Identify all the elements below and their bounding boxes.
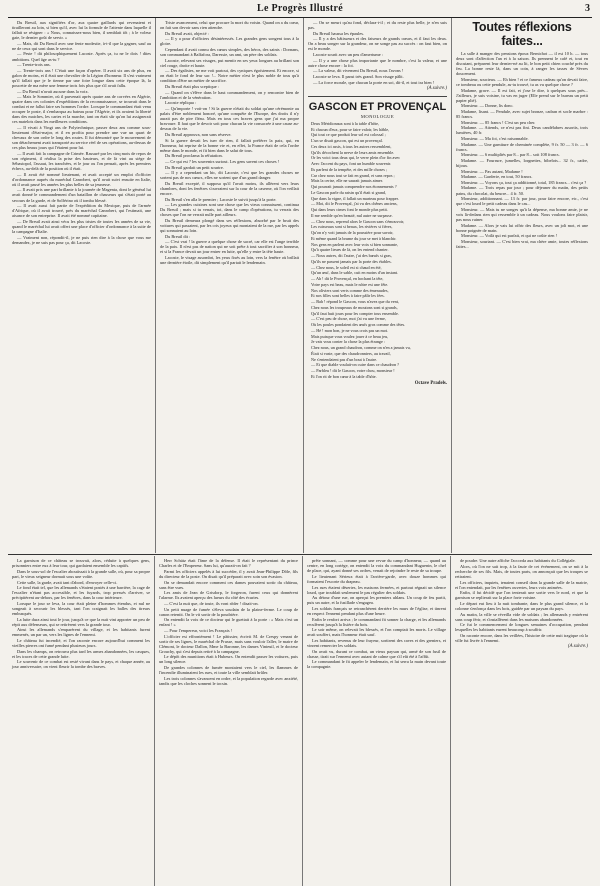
paragraph: Madame. — Garderie, en tout, 50 francs. xyxy=(461,174,533,180)
paragraph: Lacoste, le visage assombri, les yeux fixés au loin, vers la fenêtre où brillait une dernière étoile, dit simplement qu'il partait le lendemain. xyxy=(160,255,299,266)
verse-line: Où les poules pondaient des œufs gros comme des têtes. xyxy=(311,322,406,328)
verse-line: Et chacun d'eux, pour se faire valoir, les hâble, xyxy=(311,126,390,132)
paragraph: Du Breuil s'en alla le premier ; Lacoste le suivit jusqu'à la porte. xyxy=(165,196,277,202)
verse-line: — Ah ! dit le Provençal, en hochant la tête, xyxy=(311,276,384,282)
paragraph: — On se meurt qu'au fond, déclara-t-il ; et du reste plus belle, je n'en suis pas. xyxy=(308,20,447,31)
paragraph: Du Breuil dit : xyxy=(165,233,191,239)
article-title-gascon: GASCON ET PROVENÇAL xyxy=(308,96,447,113)
paragraph: Madame. — Fourrure, jumelles, lorgnettes, bibelots... 32 fr., cadre, bijoux. xyxy=(456,157,588,168)
verse-line: Que dans la vigne, il fallait un marteau pour frapper. xyxy=(311,195,399,201)
paragraph: Monsieur, souriant. — C'est bien vrai, ma chère amie, toutes réflexions faites... xyxy=(456,238,588,249)
paragraph: Ce fut le commencement de longues semaines d'occupation, pendant lesquelles les habitants eurent beaucoup à souffrir. xyxy=(455,622,588,633)
verse-line: Les ruisseaux sont si beaux, les rivières si fières, xyxy=(311,224,393,230)
verse-line: Chez nous, un grand chaudron, comme on n'en a jamais vu, xyxy=(311,345,411,351)
verse-line: — Chez nous, reprend alors le Gascon sans s'émouvoir, xyxy=(311,218,405,224)
paragraph: Lacoste sourit avec un peu d'amertume : xyxy=(313,52,384,58)
paragraph: Du Breuil gardait un petit sourire. xyxy=(165,164,224,170)
article-title-reflexions: Toutes réflexions faites... xyxy=(472,20,572,48)
paragraph: Le fond était tel, que les allemands s'étaient postés à une barrière, la cage de l'escalier n'étant pas accessible, et les fuyards, trop pressés d'arriver, se précipitèrent au-dehors, par les fenêtres, dans la cour intérieure. xyxy=(12,585,150,601)
paragraph: Madame. — Trois repas par jour ; pour déjeuner du matin, des petits pains, du chocolat, du beurre... 4 fr. 50. xyxy=(456,185,588,196)
verse-line: Et même quand la brume du jour se met à blanchir. xyxy=(311,235,397,241)
top-column-4 xyxy=(451,18,592,553)
paragraph: Dans le sous-sol de l'escalier aboutissait à la grande salle, où, pour sa propre part, le vieux seigneur dormait sous une voûte. xyxy=(12,568,150,579)
bottom-column-1 xyxy=(8,556,154,886)
section-divider xyxy=(8,554,592,555)
paragraph: On avait vu, durant ce combat, un vieux paysan qui, armé de son fusil de chasse, tirait sur l'ennemi avec autant de calme que s'il eût été à l'affût. xyxy=(307,648,446,659)
verse-line: Qu'on n'y voit jamais de la poussière pour savoir, xyxy=(311,230,394,236)
paragraph: de poudre. Une autre affiche l'accorda aux habitants du Collégiale. xyxy=(460,558,576,564)
verse-line: — Hé ! mon bon, je ne vous crois pas un mot. xyxy=(311,327,389,333)
paragraph: — C'est vrai ! la guerre a quelque chose de sacré, car elle est l'ange terrible de la paix. Il n'est pas de nation qui ne soit prête à tout sacrifier à son honneur, et si la France devait un jour entrer en lutte, qu'elle y entre la tête haute. xyxy=(160,239,299,255)
paragraph: Alors, où l'on ne sait trop, à la faute de cet événement, on se mit à la recherche de ses fils. Mais, de toutes parts, on annonçait que les troupes se retiraient. xyxy=(455,563,588,579)
paragraph: — Mais, dit Du Breuil avec une fente modestie, à-t-il que la gagner, sauf au ne de ceux qui sont dans le service. xyxy=(12,40,151,51)
top-column-3 xyxy=(303,18,451,553)
bottom-continued-note: (A suivre.) xyxy=(568,644,588,650)
paragraph: — Il y a pour d'officiers désintéressés. Les grandes gens songent tous à la gloire. xyxy=(160,36,299,47)
verse-line: Mais la cerise, elle ne saurait jamais aimer. xyxy=(311,178,383,184)
verse-line: Qu'à quatre lieues de là, on les entend chanter. xyxy=(311,247,389,253)
paragraph: — Trente-trois ans ! C'était une façon d'opérer. Il avait six ans de plus, en galon de moins, et il était une chevalier de la Légion d'honneur. Il s'est vraiment qu'il fallait que je le tienne par une foire longue dans cette époque là, la poucette de ma mère une femme trois fois plus que s'il avait fallu. xyxy=(12,67,151,88)
paragraph: Les soldats français se retranchèrent derrière les murs de l'église, et tinrent en respect l'ennemi pendant plus d'une heure. xyxy=(307,605,446,617)
verse-line: Nos oliviers sont verts comme des émeraudes, xyxy=(311,287,389,293)
paragraph: Au détour d'une rue, on aperçut les premiers uhlans. Un coup de feu partit, puis un autre, et la fusillade s'engagea. xyxy=(307,595,446,606)
paragraph: — Pour l'empereur, voici les Français ! xyxy=(164,627,233,633)
paragraph: prête sonnant, — comme pour une revue du camp d'honneur, — quand au centre, en long cortège, on entendit la voix du commandant Huguenin, le chef de place, qui, ayant donné ses ordres, venait de rejoindre le reste de sa troupe. xyxy=(307,558,446,574)
verse-line: Ils parlent de la tempête, et des mille choses ; xyxy=(311,166,388,172)
bottom-column-2 xyxy=(154,556,302,886)
paragraph: Herr Schütz était l'âme de la défense. Il était le représentant du prince Charles et de l'Empereur. Sans lui, qu'aurait-on fait ? xyxy=(159,558,298,569)
paragraph: Le soir même, on relevait les blessés, et l'on comptait les morts. Le village avait souffert, mais l'honneur était sauf. xyxy=(307,627,446,638)
verse-line: — Parbleu ! dit le Gascon, votre chou, monsieur ! xyxy=(311,368,395,374)
paragraph: Ainsi les allemands s'emparèrent du village, et les habitants furent emmenés, un par un, vers les lignes de l'ennemi. xyxy=(12,627,150,638)
paragraph: Monsieur. — Voyons ça, tout ça additionné, total, 185 francs... c'est ça ? xyxy=(461,179,587,185)
verse-line: — Moi, dit le Provençal, j'ai vu des chênes anciens, xyxy=(311,201,398,207)
paragraph: Les habitants, revenus de leur frayeur, sortirent des caves et des greniers, et vinrent remercier les soldats. xyxy=(307,638,446,649)
paragraph: Madame. — Une garniture de cheminée complète, 9 fr. 50 — 3 fr. — 6 francs. xyxy=(456,141,588,152)
paragraph: Si la guerre devait les tuer de rien, il fallait préférer la paix, qui, en l'honneur, fut reprise de la bonne vie et, en effet, la France était de cela l'ordre même dans le monde, et fit bien dans le salut de tous. xyxy=(160,137,299,153)
paragraph: Le lieutenant Sérieux était à l'arrière-garde, avec douze hommes qui formaient l'escorte du drapeau. xyxy=(307,573,446,584)
paragraph: Madame. — Attends, ce n'est pas fini. Deux candélabres assortis, trois lumières, 40 fr. xyxy=(456,125,588,136)
verse-line: Chez nous les troupeaux de moutons sont si grands, xyxy=(311,304,398,310)
paragraph: Lacoste, relevant ses visages, put mentir en ses yeux longues au brillant son ciel rouge, droite et haute. xyxy=(160,57,299,68)
paragraph: Cependant il avait connu des cœurs simples, des héros, des saints : Dornans, son commandant à Balfafora, Daressie, un ami, un père des soldats. xyxy=(160,47,299,58)
paragraph: Le château fut incendié, et l'on raconte encore aujourd'hui comment les vieilles pierres ont fumé pendant plusieurs jours. xyxy=(12,638,150,649)
paragraph: Du Breuil proclama la réfutation. xyxy=(165,153,223,159)
paragraph: Monsieur. — Pas autant, Madame ! xyxy=(461,168,523,174)
paragraph: Lorsque le jour se leva, la cour était pleine d'hommes étendus, et nul ne songeait à secourir les blessés, tant l'on craignait les balles des tireurs embusqués. xyxy=(12,600,150,617)
paragraph: — Mais le Sommier, où il parvenait après quatre ans de corvées en Algérie, quatre dans ces colonies d'expéditions de la reconnaissance, se trouvait dans le combat et ne fallut faire ses hommes l'ordre. Lorsque le commandant était venu occuper le poste, il s'embarqua au bateau pour l'Algérie, et ils avaient la liberté dans des matches, les cartes et la marche, tant on était sûr qu'on lui assignerait ces matelots dans les meilleures conditions. xyxy=(12,94,151,125)
paragraph: Cette salle, la garde, avait tant d'abord, d'envoyer celle-ci. xyxy=(17,579,118,585)
paragraph: Un petit nuage de fumée s'éleva soudain de la plaine-ferme. Le coup de canon retentit. On le vit sortir de la poudrière. xyxy=(159,606,298,617)
paragraph: La garnison de ce château se trouvait, alors, réduite à quelques gens, prisonniers entre eux à leur tour, qui gardaient ensemble les captifs. xyxy=(12,558,150,569)
paragraph: Du Breuil, aux signifiées d'or, aux quatre gaillards qui revenaient et tirailleront au loin, si bien qu'il, avec lui la formule de l'attente dans laquelle il fallait se résigner : « Nous, connaissez-nous bien, il semblait tôt ; à le voleur gaie, le dernier goût de servir. » xyxy=(12,20,151,41)
verse-line: Qu'ils décochent la nerve de leurs amis ensemble. xyxy=(311,149,395,155)
paragraph: De grandes colonnes de fumée montaient vers le ciel, les flammes de l'incendie illuminaient les rues, et toute la ville semblait brûler. xyxy=(159,665,298,676)
verse-line: Et nos filles sont belles à faire pâlir les fées. xyxy=(311,293,385,299)
paragraph: Madame. — Alors je vais lui offrir des fleurs, avec un joli mot, et une bonne poignée de main. xyxy=(456,222,588,233)
paragraph: — Les grandes cuisines sont une chose que les vieux connaissent, continua Du Breuil ; mais si tu venais, toi, dans le camp d'opérations, tu verrais des choses que l'on ne verrait nulle part ailleurs. xyxy=(160,202,299,218)
verse-line: — Nous autres, dit l'autre, j'ai des bœufs si gras, xyxy=(311,253,392,259)
verse-line: Ces deux ici assis, à tous les autres ressemblent, xyxy=(311,143,392,149)
bottom-section xyxy=(8,556,592,886)
verse-line: Or les voici tous deux qui, le verre plein d'or fin avec xyxy=(311,155,401,161)
paragraph: Monsieur. — Donne, lis donc. xyxy=(461,103,514,109)
paragraph: Dans les champs, on retrouva plus tard les armes abandonnées, les casques, et les traces de cette grande lutte. xyxy=(12,648,150,659)
paragraph: Les amis de Jean de Grisdorp, le forgeron, furent ceux qui donnèrent l'alarme. Ils avaient aperçu des lueurs du côté des écuries. xyxy=(159,590,298,601)
paragraph: Enfin le renfort arriva ; le commandant fit sonner la charge, et les allemands reculèrent jusqu'à la lisière du bois. xyxy=(307,616,446,627)
paragraph: Monsieur, additionnant. — 13 fr. par jour, pour faire encore, etc., c'est que c'est lourd le petit cadeau dans le cas... xyxy=(456,196,588,207)
paragraph: Le commandant le fit appeler le lendemain, et lui serra la main devant toute la compagnie. xyxy=(307,659,446,670)
paragraph: On raconte encore, dans les veillées, l'histoire de cette nuit tragique où la ville fut livrée à l'ennemi. xyxy=(455,633,588,644)
paragraph: — Il avait pris une part brillante à la journée de Magenta, dont le général lui avait donné le commandement d'un bataillon de chasseurs qui s'était porté au secours de la garde, et de Solférino où il tomba blessé. xyxy=(12,187,151,203)
paragraph: — C'est la nuit que, de toute, ils vont rôder ! disait-on. xyxy=(164,600,259,606)
top-section xyxy=(8,18,592,553)
paragraph: Lacoste répliqua : xyxy=(165,100,197,106)
paragraph: La lutte dura ainsi tout le jour, jusqu'à ce que la nuit vint apporter un peu de répit aux défenseurs, qui se retirèrent vers la grande tour. xyxy=(12,616,150,627)
verse-line: Il me semble qu'en beauté, nul autre ne surpasse. xyxy=(311,212,393,218)
paragraph: Monsieur. — 6 multipliés par 8... par 8... soit 108 francs. xyxy=(461,152,560,158)
paragraph: Enfin, il fut décidé que l'on tenterait une sortie vers le nord, et que la garnison se replierait sur la place forte voisine. xyxy=(455,590,588,601)
paragraph: On se demandait encore comment ces dames pouvaient sortir du château, sans être vues. xyxy=(159,579,298,590)
paragraph: Lacoste se leva. Il parut très grand. Son visage pâlit. xyxy=(313,74,404,80)
bottom-column-3 xyxy=(302,556,450,886)
paragraph: — Qu'importe ! voit-on ! Si la guerre n'était du soldat qu'une cérémonie au palais d'être noblement honoré, qu'une conquête de l'Europe, des droits il n'y aurait pas de pire fléau. Mais en tous ces braves gens que j'ai ma propre bravoure. Il faut que le devoir soit pour chacun la vie consacrée à une cause au-dessus de la vie. xyxy=(160,106,299,132)
paragraph: — Il y a une chose plus importante que le nombre, c'est la valeur, et une autre chose encore : la foi. xyxy=(308,57,447,68)
paragraph: — Des égalistes, ne me voit partout, des cyniques égoïstement. Et encore, si on était le fond de leur sac !... Notre métier n'est le plus noble de tous qu'à condition d'être un métier de sacrifice. xyxy=(160,68,299,84)
verse-line: Deux Méridionaux sont à la table d'hôte, xyxy=(311,120,380,126)
top-column-2 xyxy=(155,18,303,553)
paragraph: Monsieur. — Voilà qui est parfait, et qui ne coûte rien ! xyxy=(461,233,557,239)
paragraph: Le départ eut lieu à la nuit tombante, dans le plus grand silence, et la colonne s'enfonça dans les bois, guidée par un paysan du pays. xyxy=(455,600,588,611)
page-number: 3 xyxy=(585,3,590,14)
paragraph: — La valeur, dit vivement Du Breuil, nous l'avons ! xyxy=(313,68,404,74)
paragraph: — Quand on s'élève dans le haut commandement, on y rencontre bien de l'ambition et de la vénération. xyxy=(160,89,299,100)
paragraph: Du Breuil haussa les épaules. xyxy=(313,30,365,36)
paragraph: — Trente-trois ans. xyxy=(17,62,51,68)
verse-line: Ne s'entendaient pas d'un bout à l'autre. xyxy=(311,356,378,362)
paragraph: Monsieur, soucieux. — Eh bien ! et ce fameux cadeau qu'on devait faire, ce tombeau ou cette pendule, as-tu trouvé, tu as vu quelque chose ? xyxy=(456,76,588,87)
paragraph: Du Breuil avait, objecté : xyxy=(165,30,209,36)
paragraph: Madame, lisant. — Pendule, avec sujet bronze, cadran et socle marbre : 85 francs. xyxy=(456,108,588,119)
paragraph: — De Breuil avait ainsi vécu les plus tristes de toutes les années de sa vie, quand le maréchal lui avait offert une place d'officier d'ordonnance à la suite de la campagne d'Italie. xyxy=(12,218,151,234)
paragraph: — Ce qui est ? les souvenirs surtout. Les gens savent ces choses ! xyxy=(165,158,280,164)
paragraph: Triste avancement, celui que procure la mort du voisin. Quand on a du cœur, on fait son devoir sans rien attendre. xyxy=(160,20,299,31)
paragraph: Du Breuil approuva, non sans réserve. xyxy=(165,131,232,137)
bottom-column-4 xyxy=(450,556,592,886)
verse-line: — Chez nous, le soleil est si chaud en été, xyxy=(311,264,382,270)
verse-line: Était si vaste, que des chaudronniers, au travail, xyxy=(311,350,391,356)
paragraph: Madame, grave. — Il est fait, et j'ose le dire, à quelques sous près... J'ailleurs, je suis voisine, tu vas en juger (Elle prend sur le bureau un petit papier plié). xyxy=(456,87,588,103)
verse-line: Votre pays est beau, mais le nôtre est une fête. xyxy=(311,281,389,287)
poem-author: Octave Pradels. xyxy=(414,380,447,386)
verse-line: Le Gascon parle du raisin qu'il était si grand, xyxy=(311,189,387,195)
verse-line: — C'est peu de chose, moi j'ai vu une ferme, xyxy=(311,316,386,322)
paragraph: Les trois colonnes s'avancent en ordre, et la population regarde avec anxiété, tandis que les cloches sonnent le tocsin. xyxy=(159,675,298,686)
serial-continued-note: (A suivre.) xyxy=(427,85,447,91)
paragraph: — Il y a cependant un hic, dit Lacoste, c'est que les grandes choses ne sortent pas de nos cœurs, elles ne sortent que d'un grand danger. xyxy=(160,170,299,181)
paragraph: Monsieur. — Mais tu ne songes qu'à la dépense, ma bonne amie, je ne vois là-dedans rien qui ressemble à un cadeau. Nous voulons faire plaisir, pas nous ruiner. xyxy=(456,206,588,222)
paragraph: Du Breuil demeura plongé dans ses réflexions, absorbé par le bruit des voitures qui passaient, par les cris joyeux qui montaient de la rue, par les appels qui sonnaient au loin. xyxy=(160,218,299,234)
paragraph: On entendit la voix de ce docteur qui le guettait à la porte : « Mais c'est un enfant ! » xyxy=(159,617,298,628)
top-column-1 xyxy=(8,18,155,553)
verse-line: Je vais vous conter la chose la plus étrange : xyxy=(311,339,386,345)
verse-line: Qu'un œuf, dans le sable, cuit en moins d'un instant. xyxy=(311,270,399,276)
article-subtitle-monologue: MONOLOGUE xyxy=(360,113,395,119)
verse-line: Qui dans leurs cimes font le monde plus petit. xyxy=(311,207,388,213)
paragraph: — Il y a des bâtisseurs et des faiseurs de grands cœurs, et il faut les deux. On a beau songer sur la grandeur, on ne songe pas au succès : on faut bien, on est le monde. xyxy=(308,36,447,52)
paragraph: — Vraiment non, répondit-il, je ne puis rien dire à la chose que vous me demandez, je ne suis pas pour ça, dit Lacoste. xyxy=(12,234,151,245)
paragraph: — Il avait fait la campagne de Crimée. Rassuré par les cinq mois de repos de son régiment, il réalisa la prise des hauteurs, et de là vint au siège de Sébastopol, l'assaut, les tranchées, et le jour ou l'on pensait, après les premiers échecs, au-delà de la position où il était. xyxy=(12,150,151,172)
verse-line: L'un se disait gascon, qui est un provençal. xyxy=(311,138,383,144)
verse-line: Qui pourrait jamais comprendre nos étonnements ? xyxy=(311,184,397,190)
verse-line: Qui tout ce que produit leur sol est colossal ; xyxy=(311,132,386,138)
verse-line: Et l'on rit de bon cœur à la table d'hôte. xyxy=(311,373,377,379)
paragraph: Les officiers, inquiets, tenaient conseil dans la grande salle de la mairie, et l'on entendait, par les fenêtres ouvertes, leurs voix animées. xyxy=(455,579,588,590)
paragraph: Les rues étaient désertes, les maisons fermées, et partout régnait un silence lourd, que troublait seulement le pas régulier des soldats. xyxy=(307,584,446,595)
paragraph: Parmi les officiers appelés à lui succéder, il y avait Jean-Philippe Dôle, fils du directeur de la poste. On disait qu'il préparait avec soin son évasion. xyxy=(159,568,298,579)
verse-line: — Bah ! répond le Gascon, vous n'avez que du vent, xyxy=(311,299,399,305)
paragraph: — Il vivait à Vingt ans de Polytechnique, passer deux ans comme sous-lieutenant d'état-major, et il en profita pour prendre une vue un quart de chevaux de son ordre le long des routes. Il fut démontré que le mouvement de son détachement avait transporté au service réel de ses opérations, au-dessus de ces plus beaux jours qui l'étaient pour lui. xyxy=(12,125,151,151)
paragraph: — Du Breuil n'avait aucune dans la voix. xyxy=(17,88,89,94)
paragraph: Monsieur. — 85 francs ! C'est un peu cher. xyxy=(461,119,536,125)
paragraph: Monsieur. — Ma foi, c'est raisonnable. xyxy=(461,135,529,141)
verse-line: Car chez nous tout se fait en grand, et sans repos ; xyxy=(311,172,395,178)
verse-line: Nos gens en parlent avec leur voix si bien sonnante, xyxy=(311,241,398,247)
verse-line: Qu'il faut huit jours pour les compter tous ensemble. xyxy=(311,310,399,316)
paragraph: — Il avait aussi fait partie de l'expédition du Mexique, puis de l'armée d'Afrique, où il avait trouvé, près du maréchal Canrobert, qui l'estimait, une aisance de son entreprise. Il avait été nommé capitaine. xyxy=(12,203,151,219)
paragraph: Du Breuil était plus sceptique : xyxy=(165,84,219,90)
verse-line: Qu'ils ne passent jamais par la porte des étables. xyxy=(311,258,392,264)
paragraph: Du Breuil excepté, il supposa qu'il l'avait moins, ils allèrent vers leurs chambres, dont les fenêtres s'ouvraient sur la cour de la caserne, où l'on veillait encore. xyxy=(160,180,299,196)
paragraph: Le dépôt des munitions était à Hubeurs. On entendit passer les voitures, puis un long silence. xyxy=(159,654,298,665)
paragraph: L'officier est effrontément ! Le pâtissier, écrivit M. de Crespy venant de sortir de ses lignes, le maréchal de Prusse, mais sans vouloir l'aller, le maire de Clémont, le docteur Dallon, Mme la Baronne, les dames Vinteuil, et le docteur Grouchy, qui s'est depuis retiré à la campagne. xyxy=(159,633,298,654)
paragraph: — Peste ! dit philosophiquement Lacoste. Après ça, tu ne le dois ! dites ambitions. Quel âge as-tu ? xyxy=(12,51,151,62)
paragraph: — La force morale, que chacun la porte en soi, dit-il, et tout ira bien ! xyxy=(313,79,435,85)
masthead-title: Le Progrès Illustré xyxy=(256,3,344,14)
verse-line: Mais puisque vous voulez jouer à ce beau jeu, xyxy=(311,333,389,339)
paragraph: — Il avait été nommé lieutenant, et avait accepté un emploi d'officier d'ordonnance auprès du maréchal Canrobert, qu'il avait suivi ensuite en Italie, où il avait passé les années les plus belles de sa jeunesse. xyxy=(12,171,151,187)
verse-line: Avec l'accent du pays, font un humble souvenir. xyxy=(311,161,392,167)
paragraph: La salle à manger des pensions époux Bernichot — il est 10 h. — tous deux sont d'affection l'an et à la saison. Ils prennent le café et, tout en discutant, préparent leur dernier-né au lit, le bon petit chien couché près du feu. La bonne reste là, dans un coin, à ranger les tasses de Sèvres doucement. xyxy=(456,51,588,77)
paragraph: Le souvenir de ce combat est resté vivant dans le pays, et chaque année, au jour anniversaire, on vient fleurir la tombe des braves. xyxy=(12,659,150,670)
paragraph: Au matin, la ville se réveilla vide de soldats ; les allemands y entrèrent sans coup férir, et s'installèrent dans les maisons abandonnées. xyxy=(455,611,588,622)
page-header xyxy=(8,3,592,18)
verse-line: — Et que diable voulait-on cuire dans ce chaudron ? xyxy=(311,362,400,368)
